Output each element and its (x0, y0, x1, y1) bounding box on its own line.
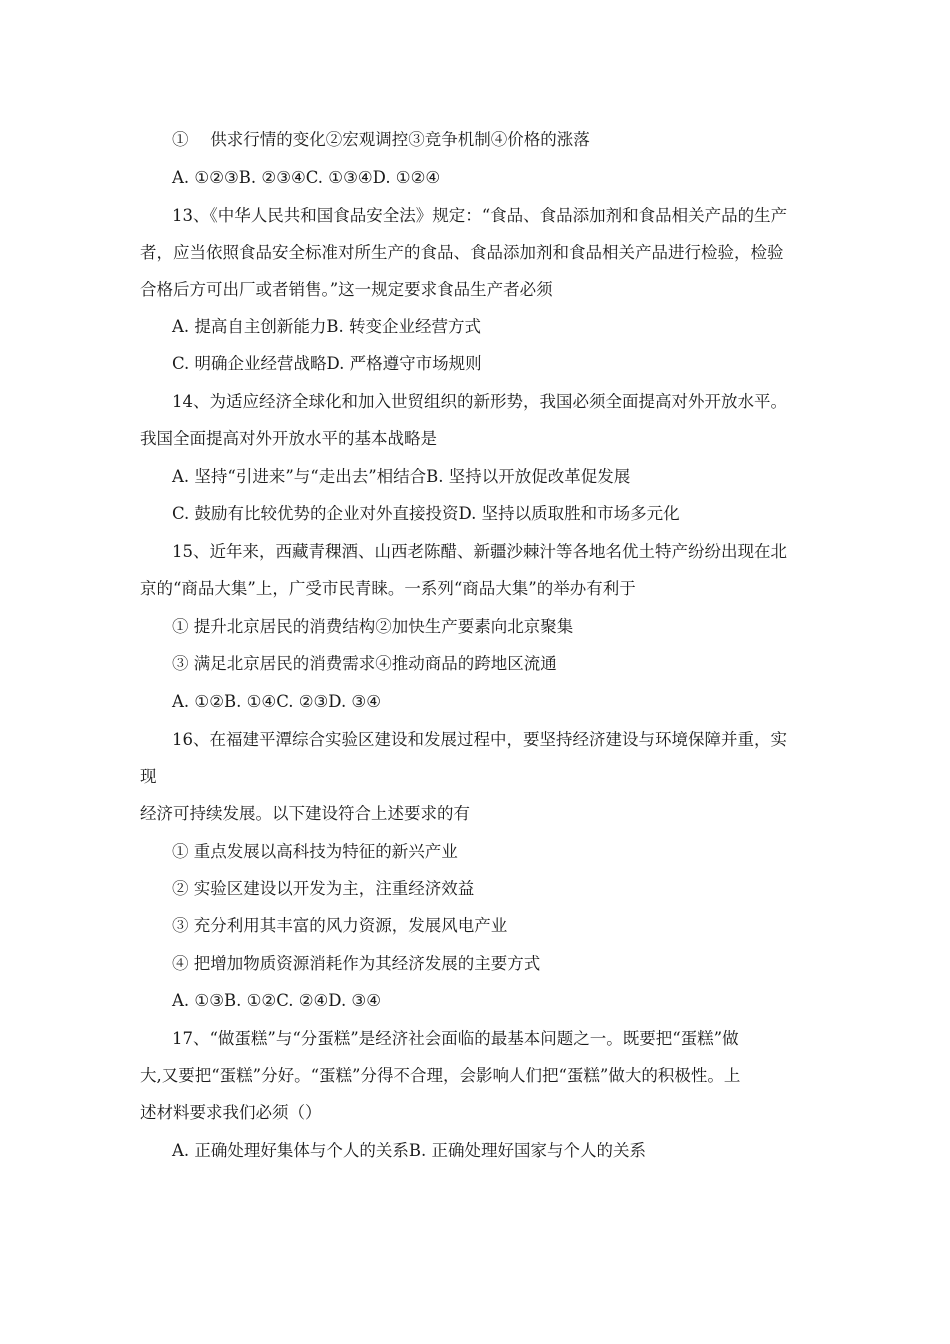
question-17-text-cont: 大,又要把“蛋糕”分好。“蛋糕”分得不合理，会影响人们把“蛋糕”做大的积极性。上 (140, 1066, 741, 1085)
question-16-text-cont: 经济可持续发展。以下建设符合上述要求的有 (140, 804, 470, 823)
question-16-text: 16、在福建平潭综合实验区建设和发展过程中，要坚持经济建设与环境保障并重，实 (172, 730, 787, 749)
question-15-text: 15、近年来，西藏青稞酒、山西老陈醋、新疆沙棘汁等各地名优土特产纷纷出现在北 (172, 542, 787, 561)
question-16-text-cont: 现 (140, 767, 157, 786)
answer-choices-q17: A. 正确处理好集体与个人的关系B. 正确处理好国家与个人的关系 (172, 1141, 647, 1160)
option-list-q15: ① 提升北京居民的消费结构②加快生产要素向北京聚集 (172, 617, 574, 636)
option-list-q12: ① 供求行情的变化②宏观调控③竞争机制④价格的涨落 (172, 130, 590, 149)
answer-choices-q12: A. ①②③B. ②③④C. ①③④D. ①②④ (172, 168, 441, 187)
option-item-q16: ④ 把增加物质资源消耗作为其经济发展的主要方式 (172, 954, 541, 973)
answer-choices-q14: C. 鼓励有比较优势的企业对外直接投资D. 坚持以质取胜和市场多元化 (172, 504, 680, 523)
question-17-text: 17、“做蛋糕”与“分蛋糕”是经济社会面临的最基本问题之一。既要把“蛋糕”做 (172, 1029, 739, 1048)
question-15-text-cont: 京的“商品大集”上，广受市民青睐。一系列“商品大集”的举办有利于 (140, 579, 636, 598)
option-item-q16: ① 重点发展以高科技为特征的新兴产业 (172, 842, 458, 861)
question-17-text-cont: 述材料要求我们必须（） (140, 1103, 322, 1122)
question-14-text-cont: 我国全面提高对外开放水平的基本战略是 (140, 429, 437, 448)
question-13-text: 13、《中华人民共和国食品安全法》规定：“食品、食品添加剂和食品相关产品的生产 (172, 206, 788, 225)
question-13-text-cont: 者，应当依照食品安全标准对所生产的食品、食品添加剂和食品相关产品进行检验，检验 (140, 243, 784, 262)
option-item-q16: ③ 充分利用其丰富的风力资源，发展风电产业 (172, 916, 508, 935)
option-item-q16: ② 实验区建设以开发为主，注重经济效益 (172, 879, 475, 898)
question-14-text: 14、为适应经济全球化和加入世贸组织的新形势，我国必须全面提高对外开放水平。 (172, 392, 787, 411)
answer-choices-q14: A. 坚持“引进来”与“走出去”相结合B. 坚持以开放促改革促发展 (172, 467, 631, 486)
answer-choices-q15: A. ①②B. ①④C. ②③D. ③④ (172, 692, 382, 711)
answer-choices-q16: A. ①③B. ①②C. ②④D. ③④ (172, 991, 382, 1010)
option-list-q15: ③ 满足北京居民的消费需求④推动商品的跨地区流通 (172, 654, 557, 673)
answer-choices-q13: C. 明确企业经营战略D. 严格遵守市场规则 (172, 354, 482, 373)
question-13-text-cont: 合格后方可出厂或者销售。”这一规定要求食品生产者必须 (140, 280, 553, 299)
answer-choices-q13: A. 提高自主创新能力B. 转变企业经营方式 (172, 317, 482, 336)
